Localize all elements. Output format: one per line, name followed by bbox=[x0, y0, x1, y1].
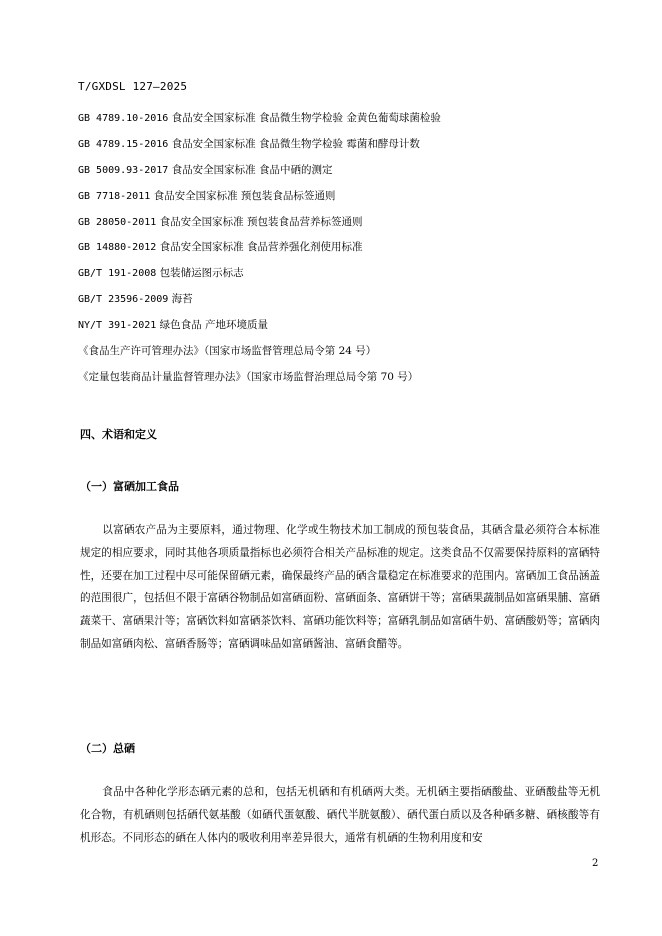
reference-item bbox=[78, 369, 598, 395]
reference-title: 《食品生产许可管理办法》（国家市场监督管理总局令第 24 号） bbox=[78, 345, 377, 358]
reference-title: 食品安全国家标准 食品微生物学检验 金黄色葡萄球菌检验 bbox=[171, 112, 441, 124]
subsection-heading: （一）富硒加工食品 bbox=[80, 480, 179, 493]
reference-code: GB 28050-2011 bbox=[78, 216, 157, 228]
reference-item bbox=[78, 291, 598, 317]
reference-code: GB/T 23596-2009 bbox=[78, 294, 169, 306]
reference-code: GB 4789.15-2016 bbox=[78, 138, 169, 150]
definition-paragraph: 以富硒农产品为主要原料，通过物理、化学或生物技术加工制成的预包装食品，其硒含量必须符合本标准规定的相应要求，同时其他各项质量指标也必须符合相关产品标准的规定。这类食品不仅需要保持原料的富硒特性，还要在加工过程中尽可能保留硒元素，确保最终产品的硒含量稳定在标准要求的范围内。富硒加工食品涵盖的范围很广，包括但不限于富硒谷物制品如富硒面粉、富硒面条、富硒饼干等；富硒果蔬制品如富硒果脯、富硒蔬菜干、富硒果汁等；富硒饮料如富硒茶饮料、富硒功能饮料等；富硒乳制品如富硒牛奶、富硒酸奶等；富硒肉制品如富硒肉松、富硒香肠等；富硒调味品如富硒酱油、富硒食醋等。 bbox=[80, 524, 600, 650]
definition-paragraph: 食品中各种化学形态硒元素的总和，包括无机硒和有机硒两大类。无机硒主要指硒酸盐、亚硒酸盐等无机化合物，有机硒则包括硒代氨基酸（如硒代蛋氨酸、硒代半胱氨酸）、硒代蛋白质以及各种硒多糖、硒核酸等有机形态。不同形态的硒在人体内的吸收利用率差异很大，通常有机硒的生物利用度和安 bbox=[80, 786, 600, 844]
reference-title: 食品安全国家标准 食品中硒的测定 bbox=[171, 163, 333, 176]
reference-code: GB/T 191-2008 bbox=[78, 268, 157, 280]
reference-code: GB 4789.10-2016 bbox=[78, 113, 169, 124]
reference-title: 海苔 bbox=[171, 293, 193, 306]
reference-code: GB 14880-2012 bbox=[78, 242, 157, 254]
reference-item bbox=[78, 162, 598, 188]
reference-list bbox=[78, 110, 598, 395]
reference-item bbox=[78, 136, 598, 162]
reference-code: GB 5009.93-2017 bbox=[78, 164, 169, 176]
reference-title: 绿色食品 产地环境质量 bbox=[159, 319, 268, 332]
reference-title: 包装储运图示标志 bbox=[159, 267, 244, 280]
standard-code-header: T/GXDSL 127—2025 bbox=[78, 80, 188, 93]
reference-title: 《定量包装商品计量监督管理办法》（国家市场监督治理总局令第 70 号） bbox=[78, 370, 419, 383]
reference-title: 食品安全国家标准 食品微生物学检验 霉菌和酵母计数 bbox=[171, 137, 420, 150]
reference-item bbox=[78, 214, 598, 240]
reference-code: GB 7718-2011 bbox=[78, 190, 151, 202]
reference-title: 食品安全国家标准 预包装食品标签通则 bbox=[153, 189, 336, 202]
reference-item bbox=[78, 110, 598, 136]
reference-item bbox=[78, 265, 598, 291]
reference-item bbox=[78, 188, 598, 214]
reference-title: 食品安全国家标准 预包装食品营养标签通则 bbox=[159, 215, 363, 228]
reference-code: NY/T 391-2021 bbox=[78, 320, 157, 332]
page-number: 2 bbox=[592, 858, 599, 869]
reference-title: 食品安全国家标准 食品营养强化剂使用标准 bbox=[159, 241, 363, 254]
reference-item bbox=[78, 239, 598, 265]
section-heading: 四、术语和定义 bbox=[80, 428, 157, 441]
reference-item bbox=[78, 343, 598, 369]
subsection-heading: （二）总硒 bbox=[80, 742, 135, 755]
reference-item bbox=[78, 317, 598, 343]
